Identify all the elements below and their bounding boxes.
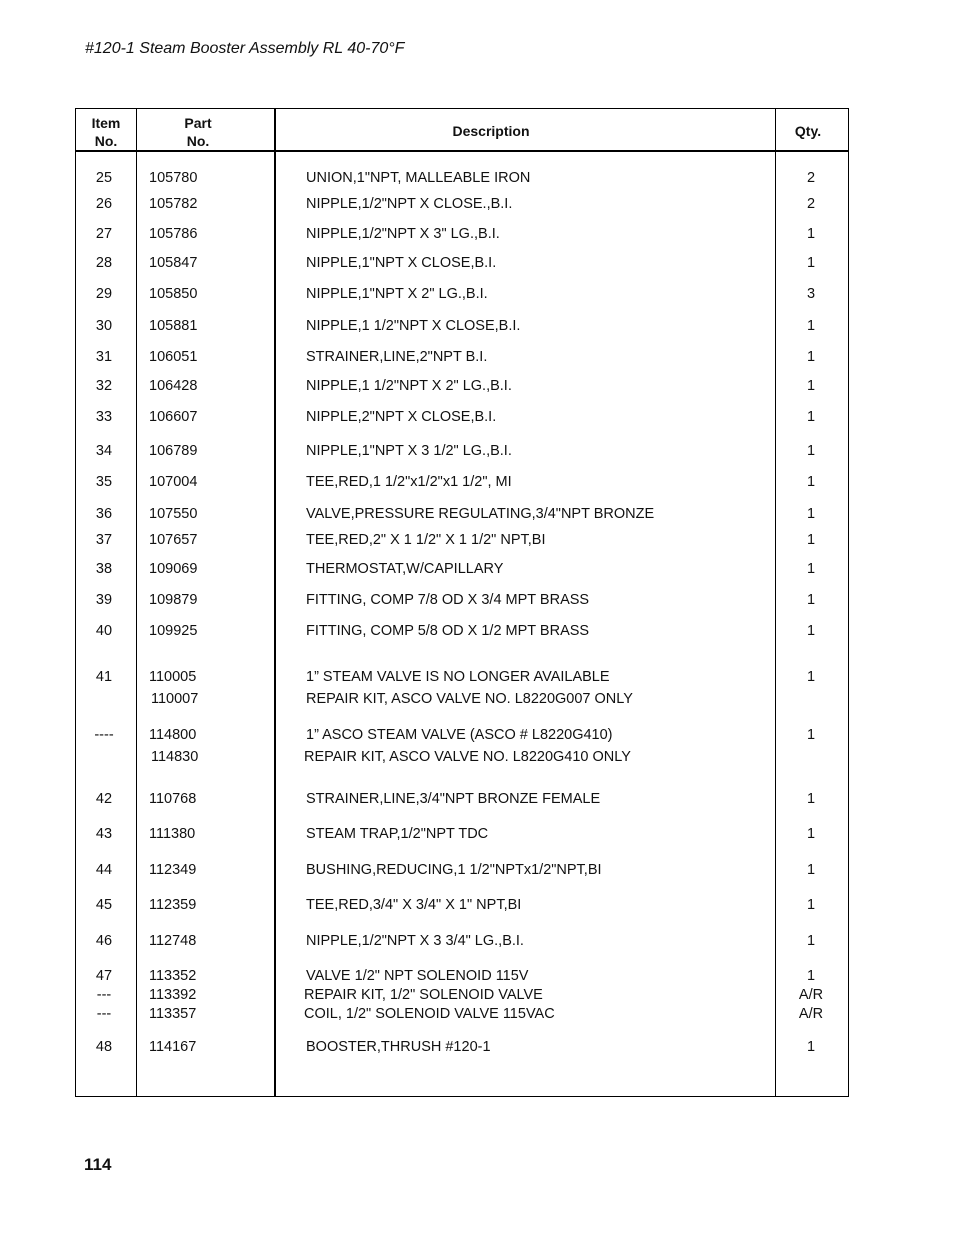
part-no-cell: 113357 bbox=[149, 1006, 197, 1022]
qty-cell: 1 bbox=[806, 862, 816, 878]
description-cell: NIPPLE,1"NPT X 2" LG.,B.I. bbox=[306, 286, 488, 302]
qty-cell: 1 bbox=[806, 592, 816, 608]
qty-cell: 1 bbox=[806, 506, 816, 522]
description-cell: NIPPLE,1/2"NPT X 3 3/4" LG.,B.I. bbox=[306, 933, 524, 949]
qty-cell: 1 bbox=[806, 791, 816, 807]
part-no-cell: 112748 bbox=[149, 933, 197, 949]
description-cell: NIPPLE,1 1/2"NPT X 2" LG.,B.I. bbox=[306, 378, 512, 394]
part-no-cell: 105782 bbox=[149, 196, 198, 212]
part-no-cell: 109925 bbox=[149, 623, 198, 639]
description-cell: REPAIR KIT, 1/2" SOLENOID VALVE bbox=[304, 987, 543, 1003]
part-no-cell: 114830 bbox=[151, 749, 199, 765]
description-cell: 1” ASCO STEAM VALVE (ASCO # L8220G410) bbox=[306, 727, 613, 743]
description-cell: NIPPLE,1 1/2"NPT X CLOSE,B.I. bbox=[306, 318, 521, 334]
description-cell: THERMOSTAT,W/CAPILLARY bbox=[306, 561, 504, 577]
part-no-cell: 110005 bbox=[149, 669, 197, 685]
description-cell: NIPPLE,1/2"NPT X 3" LG.,B.I. bbox=[306, 226, 500, 242]
description-cell: BUSHING,REDUCING,1 1/2"NPTx1/2"NPT,BI bbox=[306, 862, 602, 878]
item-no-cell: 33 bbox=[95, 409, 113, 425]
table-row bbox=[0, 474, 954, 492]
table-row bbox=[0, 749, 954, 767]
item-no-cell: 37 bbox=[95, 532, 113, 548]
header-divider bbox=[76, 150, 848, 152]
part-no-cell: 114800 bbox=[149, 727, 197, 743]
part-no-cell: 110007 bbox=[151, 691, 199, 707]
description-cell: COIL, 1/2" SOLENOID VALVE 115VAC bbox=[304, 1006, 555, 1022]
description-cell: TEE,RED,2" X 1 1/2" X 1 1/2" NPT,BI bbox=[306, 532, 546, 548]
part-no-cell: 112359 bbox=[149, 897, 197, 913]
description-cell: VALVE,PRESSURE REGULATING,3/4"NPT BRONZE bbox=[306, 506, 655, 522]
part-no-cell: 106789 bbox=[149, 443, 198, 459]
qty-cell: 1 bbox=[806, 933, 816, 949]
table-row bbox=[0, 561, 954, 579]
table-row bbox=[0, 318, 954, 336]
part-no-cell: 105780 bbox=[149, 170, 198, 186]
description-cell: NIPPLE,1/2"NPT X CLOSE.,B.I. bbox=[306, 196, 513, 212]
item-no-cell: 35 bbox=[95, 474, 113, 490]
part-no-cell: 110768 bbox=[149, 791, 197, 807]
qty-cell: 1 bbox=[806, 623, 816, 639]
table-row bbox=[0, 1006, 954, 1024]
qty-cell: 1 bbox=[806, 561, 816, 577]
table-row bbox=[0, 349, 954, 367]
qty-cell: 2 bbox=[806, 196, 816, 212]
header-part-no bbox=[138, 114, 258, 150]
item-no-cell: 47 bbox=[95, 968, 113, 984]
qty-cell: 1 bbox=[806, 826, 816, 842]
table-row bbox=[0, 933, 954, 951]
item-no-cell: --- bbox=[96, 1006, 112, 1022]
description-cell: STRAINER,LINE,2"NPT B.I. bbox=[306, 349, 488, 365]
part-no-cell: 107657 bbox=[149, 532, 198, 548]
qty-cell: A/R bbox=[798, 987, 824, 1003]
qty-cell: 1 bbox=[806, 1039, 816, 1055]
table-row bbox=[0, 623, 954, 641]
table-row bbox=[0, 669, 954, 687]
item-no-cell: 48 bbox=[95, 1039, 113, 1055]
description-cell: TEE,RED,1 1/2"x1/2"x1 1/2", MI bbox=[306, 474, 512, 490]
part-no-cell: 107004 bbox=[149, 474, 198, 490]
part-no-cell: 105850 bbox=[149, 286, 198, 302]
part-no-cell: 111380 bbox=[149, 826, 196, 842]
table-row bbox=[0, 170, 954, 188]
description-cell: FITTING, COMP 7/8 OD X 3/4 MPT BRASS bbox=[306, 592, 590, 608]
qty-cell: 1 bbox=[806, 727, 816, 743]
qty-cell: A/R bbox=[798, 1006, 824, 1022]
qty-cell: 1 bbox=[806, 349, 816, 365]
description-cell: FITTING, COMP 5/8 OD X 1/2 MPT BRASS bbox=[306, 623, 590, 639]
table-row bbox=[0, 691, 954, 709]
table-row bbox=[0, 409, 954, 427]
description-cell: UNION,1"NPT, MALLEABLE IRON bbox=[306, 170, 531, 186]
qty-cell: 1 bbox=[806, 255, 816, 271]
header-item-label: No. bbox=[94, 133, 118, 149]
part-no-cell: 105786 bbox=[149, 226, 198, 242]
qty-cell: 1 bbox=[806, 378, 816, 394]
item-no-cell: 45 bbox=[95, 897, 113, 913]
table-row bbox=[0, 378, 954, 396]
table-row bbox=[0, 226, 954, 244]
header-description: Description bbox=[452, 123, 530, 139]
table-row bbox=[0, 897, 954, 915]
page-number: 114 bbox=[84, 1155, 112, 1174]
description-cell: NIPPLE,1"NPT X CLOSE,B.I. bbox=[306, 255, 497, 271]
table-row bbox=[0, 286, 954, 304]
header-part-label: No. bbox=[186, 133, 210, 149]
item-no-cell: 40 bbox=[95, 623, 113, 639]
qty-cell: 3 bbox=[806, 286, 816, 302]
item-no-cell: 36 bbox=[95, 506, 113, 522]
qty-cell: 1 bbox=[806, 443, 816, 459]
item-no-cell: ---- bbox=[94, 727, 114, 743]
part-no-cell: 109879 bbox=[149, 592, 198, 608]
item-no-cell: 28 bbox=[95, 255, 113, 271]
qty-cell: 1 bbox=[806, 474, 816, 490]
item-no-cell: 44 bbox=[95, 862, 113, 878]
description-cell: 1” STEAM VALVE IS NO LONGER AVAILABLE bbox=[306, 669, 610, 685]
table-row bbox=[0, 255, 954, 273]
description-cell: TEE,RED,3/4" X 3/4" X 1" NPT,BI bbox=[306, 897, 522, 913]
table-row bbox=[0, 592, 954, 610]
part-no-cell: 113352 bbox=[149, 968, 197, 984]
item-no-cell: 42 bbox=[95, 791, 113, 807]
part-no-cell: 113392 bbox=[149, 987, 197, 1003]
item-no-cell: 43 bbox=[95, 826, 113, 842]
item-no-cell: 39 bbox=[95, 592, 113, 608]
table-row bbox=[0, 443, 954, 461]
item-no-cell: 34 bbox=[95, 443, 113, 459]
qty-cell: 1 bbox=[806, 318, 816, 334]
qty-cell: 1 bbox=[806, 226, 816, 242]
part-no-cell: 106607 bbox=[149, 409, 198, 425]
header-item-no bbox=[76, 114, 136, 150]
part-no-cell: 112349 bbox=[149, 862, 197, 878]
item-no-cell: 38 bbox=[95, 561, 113, 577]
description-cell: REPAIR KIT, ASCO VALVE NO. L8220G007 ONLY bbox=[306, 691, 633, 707]
part-no-cell: 105847 bbox=[149, 255, 198, 271]
table-row bbox=[0, 987, 954, 1005]
item-no-cell: 31 bbox=[95, 349, 113, 365]
table-row bbox=[0, 826, 954, 844]
table-row bbox=[0, 506, 954, 524]
description-cell: STRAINER,LINE,3/4"NPT BRONZE FEMALE bbox=[306, 791, 601, 807]
item-no-cell: 29 bbox=[95, 286, 113, 302]
table-row bbox=[0, 1039, 954, 1057]
qty-cell: 1 bbox=[806, 968, 816, 984]
description-cell: STEAM TRAP,1/2"NPT TDC bbox=[306, 826, 489, 842]
item-no-cell: 25 bbox=[95, 170, 113, 186]
item-no-cell: 27 bbox=[95, 226, 113, 242]
part-no-cell: 107550 bbox=[149, 506, 198, 522]
description-cell: BOOSTER,THRUSH #120-1 bbox=[306, 1039, 491, 1055]
item-no-cell: 41 bbox=[95, 669, 113, 685]
table-row bbox=[0, 532, 954, 550]
table-row bbox=[0, 862, 954, 880]
table-row bbox=[0, 791, 954, 809]
header-part-label: Part bbox=[184, 115, 212, 131]
item-no-cell: 30 bbox=[95, 318, 113, 334]
item-no-cell: 26 bbox=[95, 196, 113, 212]
part-no-cell: 106428 bbox=[149, 378, 198, 394]
description-cell: NIPPLE,2"NPT X CLOSE,B.I. bbox=[306, 409, 497, 425]
table-row bbox=[0, 968, 954, 986]
part-no-cell: 109069 bbox=[149, 561, 198, 577]
description-cell: VALVE 1/2" NPT SOLENOID 115V bbox=[306, 968, 529, 984]
description-cell: REPAIR KIT, ASCO VALVE NO. L8220G410 ONLY bbox=[304, 749, 631, 765]
header-item-label: Item bbox=[91, 115, 121, 131]
qty-cell: 1 bbox=[806, 669, 816, 685]
part-no-cell: 105881 bbox=[149, 318, 198, 334]
qty-cell: 2 bbox=[806, 170, 816, 186]
document-title: #120-1 Steam Booster Assembly RL 40-70°F bbox=[85, 40, 405, 57]
description-cell: NIPPLE,1"NPT X 3 1/2" LG.,B.I. bbox=[306, 443, 512, 459]
header-qty: Qty. bbox=[794, 123, 822, 139]
table-row bbox=[0, 727, 954, 745]
table-row bbox=[0, 196, 954, 214]
part-no-cell: 106051 bbox=[149, 349, 198, 365]
qty-cell: 1 bbox=[806, 897, 816, 913]
item-no-cell: --- bbox=[96, 987, 112, 1003]
item-no-cell: 46 bbox=[95, 933, 113, 949]
item-no-cell: 32 bbox=[95, 378, 113, 394]
part-no-cell: 114167 bbox=[149, 1039, 197, 1055]
qty-cell: 1 bbox=[806, 532, 816, 548]
qty-cell: 1 bbox=[806, 409, 816, 425]
